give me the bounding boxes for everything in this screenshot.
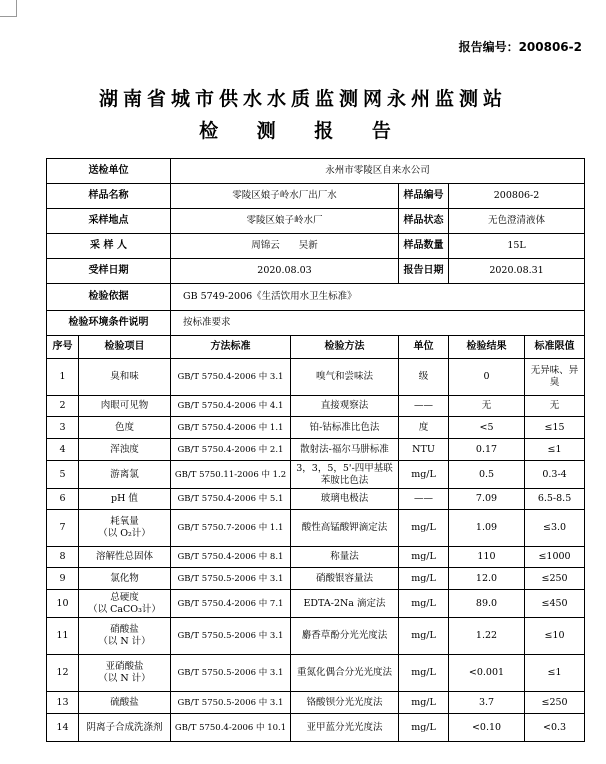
cell-result: <5 [449,417,525,439]
qty-label: 样品数量 [399,234,449,259]
cell-limit: ≤10 [525,618,585,655]
cell-item: 溶解性总固体 [79,547,171,568]
cell-std: GB/T 5750.4-2006 中 1.1 [171,417,291,439]
site-value: 零陵区娘子岭水厂 [171,209,399,234]
sample-name-value: 零陵区娘子岭水厂出厂水 [171,184,399,209]
cell-std: GB/T 5750.5-2006 中 3.1 [171,568,291,590]
cell-method: 称量法 [291,547,399,568]
cell-unit: mg/L [399,568,449,590]
cell-item: 游离氯 [79,461,171,489]
header-item: 检验项目 [79,336,171,359]
cell-limit: 无异味、异臭 [525,359,585,396]
cell-result: 0.17 [449,439,525,461]
cell-result: 1.22 [449,618,525,655]
cell-method: 嗅气和尝味法 [291,359,399,396]
table-row [47,359,585,396]
cell-result: 0 [449,359,525,396]
cell-unit: mg/L [399,618,449,655]
cell-no: 13 [47,692,79,714]
sample-no-value: 200806-2 [449,184,585,209]
cell-method: 酸性高锰酸钾滴定法 [291,510,399,547]
info-row-client [47,159,585,184]
env-value: 按标准要求 [171,311,585,336]
cell-unit: mg/L [399,461,449,489]
cell-method: 3，3，5，5'-四甲基联苯胺比色法 [291,461,399,489]
cell-no: 11 [47,618,79,655]
sampler-label: 采 样 人 [47,234,171,259]
info-row-basis [47,284,585,311]
site-label: 采样地点 [47,209,171,234]
cell-unit: —— [399,489,449,510]
cell-result: 110 [449,547,525,568]
header-no: 序号 [47,336,79,359]
header-unit: 单位 [399,336,449,359]
cell-result: 0.5 [449,461,525,489]
cell-item: 耗氧量 （以 O₂计） [79,510,171,547]
cell-limit: ≤250 [525,568,585,590]
cell-result: 无 [449,396,525,417]
cell-no: 14 [47,714,79,742]
header-result: 检验结果 [449,336,525,359]
cell-no: 12 [47,655,79,692]
cell-method: 铬酸钡分光光度法 [291,692,399,714]
cell-item: 肉眼可见物 [79,396,171,417]
cell-item: 硫酸盐 [79,692,171,714]
cell-limit: 0.3-4 [525,461,585,489]
cell-std: GB/T 5750.4-2006 中 7.1 [171,590,291,618]
cell-std: GB/T 5750.4-2006 中 4.1 [171,396,291,417]
cell-no: 5 [47,461,79,489]
cell-result: 3.7 [449,692,525,714]
cell-result: 12.0 [449,568,525,590]
cell-unit: mg/L [399,714,449,742]
client-label: 送检单位 [47,159,171,184]
cell-no: 7 [47,510,79,547]
table-row [47,461,585,489]
cell-no: 9 [47,568,79,590]
cell-result: 1.09 [449,510,525,547]
results-body [47,359,585,742]
table-row [47,618,585,655]
info-row-sampler [47,234,585,259]
cell-method: 直接观察法 [291,396,399,417]
cell-limit: ≤250 [525,692,585,714]
cell-std: GB/T 5750.11-2006 中 1.2 [171,461,291,489]
report-table [46,158,585,742]
table-row [47,568,585,590]
info-row-site [47,209,585,234]
cell-std: GB/T 5750.5-2006 中 3.1 [171,655,291,692]
cell-limit: ≤1 [525,439,585,461]
env-label: 检验环境条件说明 [47,311,171,336]
cell-limit: ≤1000 [525,547,585,568]
recv-date-value: 2020.08.03 [171,259,399,284]
state-value: 无色澄清液体 [449,209,585,234]
cell-result: 7.09 [449,489,525,510]
cell-item: 亚硝酸盐 （以 N 计） [79,655,171,692]
cell-std: GB/T 5750.4-2006 中 8.1 [171,547,291,568]
state-label: 样品状态 [399,209,449,234]
cell-method: 重氮化偶合分光光度法 [291,655,399,692]
cell-item: pH 值 [79,489,171,510]
cell-limit: ≤450 [525,590,585,618]
cell-item: 总硬度 （以 CaCO₃计） [79,590,171,618]
basis-label: 检验依据 [47,284,171,311]
info-row-dates [47,259,585,284]
cell-unit: mg/L [399,692,449,714]
cell-unit: mg/L [399,590,449,618]
cell-unit: mg/L [399,655,449,692]
table-row [47,692,585,714]
cell-result: <0.10 [449,714,525,742]
qty-value: 15L [449,234,585,259]
cell-no: 1 [47,359,79,396]
report-date-label: 报告日期 [399,259,449,284]
table-row [47,590,585,618]
header-method: 检验方法 [291,336,399,359]
cell-limit: 6.5-8.5 [525,489,585,510]
cell-std: GB/T 5750.5-2006 中 3.1 [171,692,291,714]
cell-limit: ≤3.0 [525,510,585,547]
cell-std: GB/T 5750.4-2006 中 3.1 [171,359,291,396]
cell-unit: 级 [399,359,449,396]
cell-std: GB/T 5750.4-2006 中 5.1 [171,489,291,510]
report-date-value: 2020.08.31 [449,259,585,284]
cell-item: 色度 [79,417,171,439]
cell-item: 浑浊度 [79,439,171,461]
table-row [47,655,585,692]
cell-std: GB/T 5750.5-2006 中 3.1 [171,618,291,655]
table-row [47,396,585,417]
cell-unit: mg/L [399,547,449,568]
cell-item: 氯化物 [79,568,171,590]
cell-unit: 度 [399,417,449,439]
cell-no: 4 [47,439,79,461]
sample-name-label: 样品名称 [47,184,171,209]
cell-unit: —— [399,396,449,417]
table-row [47,439,585,461]
table-header-row [47,336,585,359]
cell-method: 亚甲蓝分光光度法 [291,714,399,742]
sampler-value: 周锦云 吴新 [171,234,399,259]
cell-std: GB/T 5750.7-2006 中 1.1 [171,510,291,547]
cell-no: 8 [47,547,79,568]
table-row [47,714,585,742]
cell-item: 阴离子合成洗涤剂 [79,714,171,742]
recv-date-label: 受样日期 [47,259,171,284]
report-number: 报告编号：200806-2 [458,40,582,54]
cell-no: 2 [47,396,79,417]
cell-method: EDTA-2Na 滴定法 [291,590,399,618]
basis-value: GB 5749-2006《生活饮用水卫生标准》 [171,284,585,311]
cell-item: 硝酸盐 （以 N 计） [79,618,171,655]
cell-limit: ≤1 [525,655,585,692]
header-std: 方法标准 [171,336,291,359]
header-limit: 标准限值 [525,336,585,359]
cell-method: 玻璃电极法 [291,489,399,510]
table-row [47,547,585,568]
cell-no: 10 [47,590,79,618]
table-row [47,489,585,510]
report-title: 检 测 报 告 [199,120,407,142]
cell-method: 麝香草酚分光光度法 [291,618,399,655]
client-value: 永州市零陵区自来水公司 [171,159,585,184]
station-title: 湖南省城市供水水质监测网永州监测站 [98,88,507,110]
cell-no: 6 [47,489,79,510]
cell-item: 臭和味 [79,359,171,396]
cell-std: GB/T 5750.4-2006 中 2.1 [171,439,291,461]
cell-method: 铂-钴标准比色法 [291,417,399,439]
table-row [47,417,585,439]
page-corner-mark [0,0,17,17]
cell-std: GB/T 5750.4-2006 中 10.1 [171,714,291,742]
cell-limit: ≤15 [525,417,585,439]
table-row [47,510,585,547]
cell-result: 89.0 [449,590,525,618]
info-row-sample [47,184,585,209]
cell-unit: mg/L [399,510,449,547]
info-row-env [47,311,585,336]
cell-no: 3 [47,417,79,439]
cell-method: 硝酸银容量法 [291,568,399,590]
cell-result: <0.001 [449,655,525,692]
sample-no-label: 样品编号 [399,184,449,209]
cell-limit: 无 [525,396,585,417]
cell-unit: NTU [399,439,449,461]
cell-method: 散射法-福尔马肼标准 [291,439,399,461]
cell-limit: <0.3 [525,714,585,742]
